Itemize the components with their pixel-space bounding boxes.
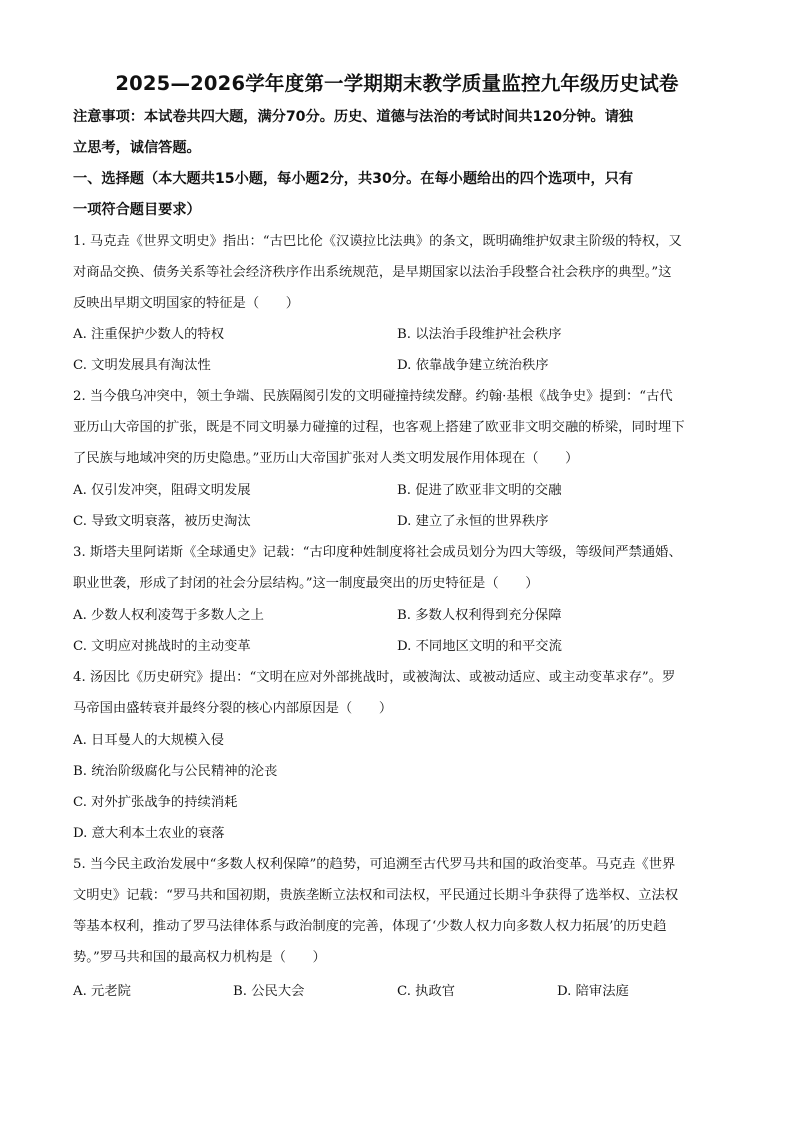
- question-5-line-4: 势。”罗马共和国的最高权力机构是（ ）: [73, 950, 326, 965]
- question-1-line-3: 反映出早期文明国家的特征是（ ）: [73, 296, 300, 311]
- question-2-line-3: 了民族与地域冲突的历史隐患。”亚历山大帝国扩张对人类文明发展作用体现在（ ）: [73, 451, 579, 466]
- question-4-option-a[interactable]: A. 日耳曼人的大规模入侵: [73, 733, 225, 748]
- question-5-option-d[interactable]: D. 陪审法庭: [557, 984, 629, 999]
- question-5-option-c[interactable]: C. 执政官: [397, 984, 456, 999]
- question-1-option-b[interactable]: B. 以法治手段维护社会秩序: [397, 327, 562, 342]
- page-title: 2025—2026学年度第一学期期末教学质量监控九年级历史试卷: [115, 72, 679, 95]
- question-5-option-b[interactable]: B. 公民大会: [233, 984, 305, 999]
- question-3-option-b[interactable]: B. 多数人权利得到充分保障: [397, 608, 562, 623]
- notice-line-1: 注意事项：本试卷共四大题，满分70分。历史、道德与法治的考试时间共120分钟。请独: [73, 109, 634, 125]
- notice-line-2: 立思考，诚信答题。: [73, 140, 201, 156]
- question-2-option-c[interactable]: C. 导致文明衰落，被历史淘汰: [73, 514, 251, 529]
- question-2-option-d[interactable]: D. 建立了永恒的世界秩序: [397, 514, 549, 529]
- question-5-line-2: 文明史》记载：“罗马共和国初期，贵族垄断立法权和司法权，平民通过长期斗争获得了选举权、立法权: [73, 888, 679, 903]
- section-heading-line-1: 一、选择题（本大题共15小题，每小题2分，共30分。在每小题给出的四个选项中，只有: [73, 171, 634, 187]
- question-1-option-a[interactable]: A. 注重保护少数人的特权: [73, 327, 225, 342]
- question-2-option-a[interactable]: A. 仅引发冲突，阻碍文明发展: [73, 483, 251, 498]
- question-5-line-3: 等基本权利，推动了罗马法律体系与政治制度的完善，体现了‘少数人权力向多数人权力拓展’的历史趋: [73, 919, 667, 934]
- question-4-option-d[interactable]: D. 意大利本土农业的衰落: [73, 826, 225, 841]
- section-heading-line-2: 一项符合题目要求）: [73, 202, 201, 218]
- question-4-line-2: 马帝国由盛转衰并最终分裂的核心内部原因是（ ）: [73, 701, 393, 716]
- question-1-line-1: 1. 马克垚《世界文明史》指出：“古巴比伦《汉谟拉比法典》的条文，既明确维护奴隶主阶级的特权，又: [73, 234, 682, 249]
- question-4-line-1: 4. 汤因比《历史研究》提出：“文明在应对外部挑战时，或被淘汰、或被动适应、或主动变革求存”。罗: [73, 670, 676, 685]
- question-3-line-2: 职业世袭，形成了封闭的社会分层结构。”这一制度最突出的历史特征是（ ）: [73, 576, 539, 591]
- question-3-line-1: 3. 斯塔夫里阿诺斯《全球通史》记载：“古印度种姓制度将社会成员划分为四大等级，等级间严禁通婚、: [73, 545, 682, 560]
- question-1-option-d[interactable]: D. 依靠战争建立统治秩序: [397, 358, 549, 373]
- question-1-option-c[interactable]: C. 文明发展具有淘汰性: [73, 358, 211, 373]
- question-4-option-c[interactable]: C. 对外扩张战争的持续消耗: [73, 795, 238, 810]
- question-2-line-2: 亚历山大帝国的扩张，既是不同文明暴力碰撞的过程，也客观上搭建了欧亚非文明交融的桥梁，同时埋下: [73, 420, 685, 435]
- question-3-option-c[interactable]: C. 文明应对挑战时的主动变革: [73, 639, 251, 654]
- question-5-option-a[interactable]: A. 元老院: [73, 984, 131, 999]
- question-2-line-1: 2. 当今俄乌冲突中，领土争端、民族隔阂引发的文明碰撞持续发酵。约翰·基根《战争史》提到：“古代: [73, 389, 673, 404]
- question-3-option-d[interactable]: D. 不同地区文明的和平交流: [397, 639, 562, 654]
- question-1-line-2: 对商品交换、债务关系等社会经济秩序作出系统规范，是早期国家以法治手段整合社会秩序的典型。”这: [73, 265, 672, 280]
- question-3-option-a[interactable]: A. 少数人权利凌驾于多数人之上: [73, 608, 264, 623]
- question-4-option-b[interactable]: B. 统治阶级腐化与公民精神的沦丧: [73, 764, 278, 779]
- question-5-line-1: 5. 当今民主政治发展中“多数人权利保障”的趋势，可追溯至古代罗马共和国的政治变革。马克垚《世界: [73, 857, 676, 872]
- question-2-option-b[interactable]: B. 促进了欧亚非文明的交融: [397, 483, 562, 498]
